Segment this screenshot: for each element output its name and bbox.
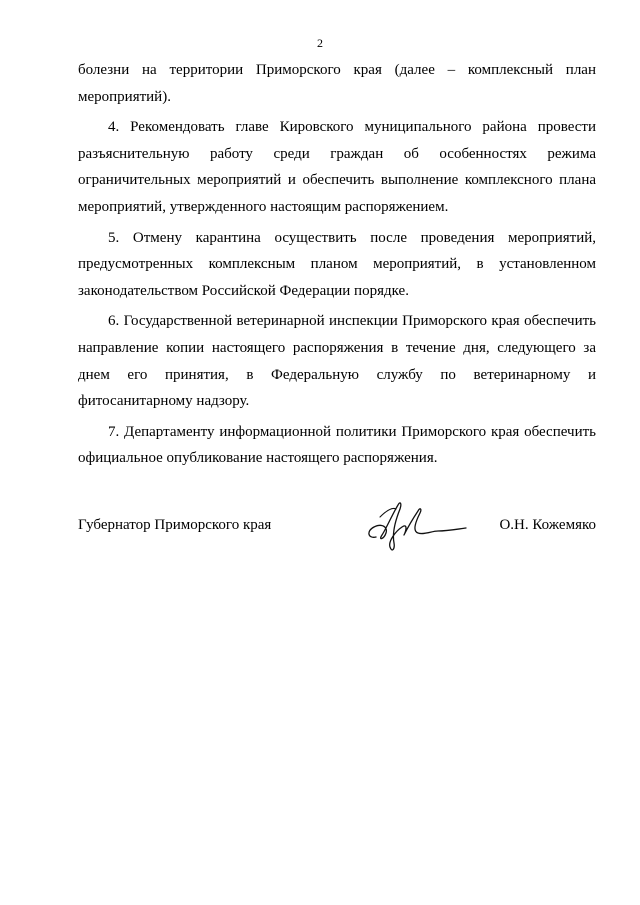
paragraph-continuation: болезни на территории Приморского края (далее – комплексный план мероприятий). <box>78 62 596 105</box>
page-number: 2 <box>317 36 323 50</box>
paragraph-item-5: 5. Отмену карантина осуществить после проведения мероприятий, предусмотренных комплексным планом мероприятий, в установленном законодательством Российской Федерации порядке. <box>78 229 596 299</box>
document-body <box>78 57 596 476</box>
signature-block <box>78 497 596 557</box>
signatory-name: О.Н. Кожемяко <box>499 517 596 533</box>
paragraph-item-4: 4. Рекомендовать главе Кировского муниципального района провести разъяснительную работу среди граждан об особенностях режима ограничительных мероприятий и обеспечить выполнение комплексного плана мероприятий, утвержденного настоящим распоряжением. <box>78 119 596 215</box>
paragraph-item-7: 7. Департаменту информационной политики Приморского края обеспечить официальное опубликование настоящего распоряжения. <box>78 423 596 467</box>
paragraph-item-6: 6. Государственной ветеринарной инспекции Приморского края обеспечить направление копии настоящего распоряжения в течение дня, следующего за днем его принятия, в Федеральную службу по ветеринарному и фитосанитарному надзору. <box>78 313 596 410</box>
signatory-position: Губернатор Приморского края <box>78 517 272 533</box>
handwritten-signature-icon <box>362 497 472 555</box>
